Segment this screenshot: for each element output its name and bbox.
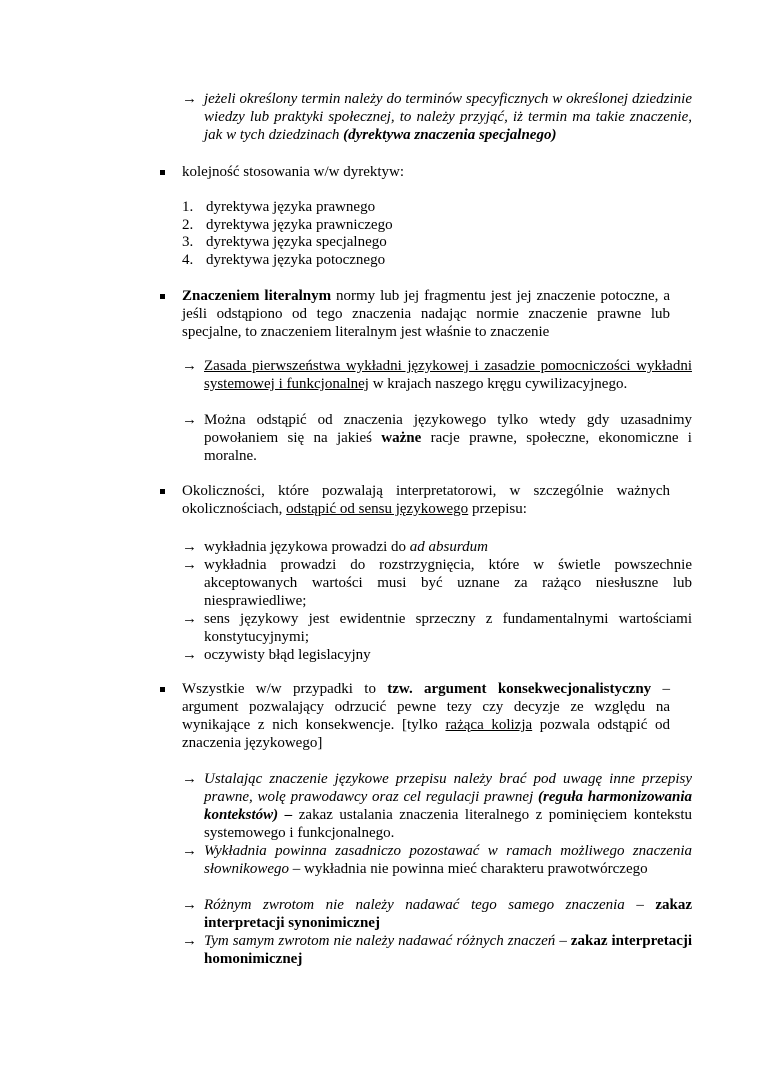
bullet-icon <box>160 687 165 692</box>
bullet-icon <box>160 294 165 299</box>
bullet-icon <box>160 170 165 175</box>
bullet-consequentialist: Wszystkie w/w przypadki to tzw. argument konsekwecjonalistyczny – argument pozwalający odrzucić pewne tezy czy decyzje ze względu na wynikające z nich konsekwencje. [tylko rażąca kolizja pozwala odstąpić od znaczenia językowego] <box>182 681 670 751</box>
arrow-item-legislative-error: → oczywisty błąd legislacyjny <box>182 647 371 663</box>
arrow-icon: → <box>182 647 197 663</box>
arrow-icon: → <box>182 557 197 573</box>
bullet-icon <box>160 489 165 494</box>
arrow-item-special-meaning <box>182 90 692 144</box>
arrow-icon: → <box>182 771 197 787</box>
arrow-item-dictionary: → Wykładnia powinna zasadniczo pozostawać w ramach możliwego znaczenia słownikowego – wykładnia nie powinna mieć charakteru prawotwórczego <box>182 843 692 877</box>
list-item: 3. dyrektywa języka specjalnego <box>182 234 387 250</box>
arrow-icon: → <box>182 933 197 949</box>
bold-term: Znaczeniem literalnym <box>182 288 332 304</box>
item-bold: (dyrektywa znaczenia specjalnego) <box>343 127 557 143</box>
list-item: 1. dyrektywa języka prawnego <box>182 199 376 215</box>
arrow-item-harmonization: → Ustalając znaczenie językowe przepisu należy brać pod uwagę inne przepisy prawne, wolę prawodawcy oraz cel regulacji prawnej (reguła harmonizowania kontekstów) – zakaz ustalania znaczenia literalnego z pominięciem kontekstu systemowego i funkcjonalnego. <box>182 771 692 841</box>
bullet-circumstances: Okoliczności, które pozwalają interpretatorowi, w szczególnie ważnych okolicznościach, odstąpić od sensu językowego przepisu: <box>182 483 670 517</box>
arrow-icon: → <box>182 539 197 555</box>
arrow-icon: → <box>182 412 197 428</box>
list-item: 4. dyrektywa języka potocznego <box>182 251 386 268</box>
arrow-item-absurdum: → wykładnia językowa prowadzi do ad absurdum <box>182 539 488 555</box>
arrow-item-synonymic: → Różnym zwrotom nie należy nadawać tego samego znaczenia – zakaz interpretacji synonimicznej <box>182 897 693 931</box>
arrow-icon: → <box>182 358 197 374</box>
bullet-literal-meaning: Znaczeniem literalnym normy lub jej fragmentu jest jej znaczenie potoczne, a jeśli odstąpiono od tego znaczenia nadając normie znaczenie prawne lub specjalne, to znaczeniem literalnym jest właśnie to znaczenie <box>182 288 670 340</box>
arrow-item-homonymic: → Tym samym zwrotom nie należy nadawać różnych znaczeń – zakaz interpretacji homonimicznej <box>182 933 693 967</box>
arrow-item-unjust: → wykładnia prowadzi do rozstrzygnięcia, które w świetle powszechnie akceptowanych wartości musi być uznane za rażąco niesłuszne lub niesprawiedliwe; <box>182 557 692 609</box>
arrow-icon: → <box>182 843 197 859</box>
list-item: 2. dyrektywa języka prawniczego <box>182 216 393 233</box>
arrow-item-deviation: → Można odstąpić od znaczenia językowego tylko wtedy gdy uzasadnimy powołaniem się na jakieś ważne racje prawne, społeczne, ekonomiczne i moralne. <box>182 412 692 464</box>
ordered-list <box>182 198 482 268</box>
arrow-icon: → <box>182 611 197 627</box>
arrow-item-primacy: → Zasada pierwszeństwa wykładni językowej i zasadzie pomocniczości wykładni systemowej i funkcjonalnej w krajach naszego kręgu cywilizacyjnego. <box>182 358 692 392</box>
bullet-order-text: kolejność stosowania w/w dyrektyw: <box>182 164 405 180</box>
arrow-icon: → <box>182 897 197 913</box>
arrow-icon: → <box>182 91 197 107</box>
item-text: jeżeli określony termin należy do terminów specyficznych w określonej dziedzinie wiedzy lub praktyki społecznej, to należy przyjąć, iż termin ma takie znaczenie, jak w tych dziedzinach <box>204 91 692 143</box>
arrow-item-contradictory: → sens językowy jest ewidentnie sprzeczny z fundamentalnymi wartościami konstytucyjnymi; <box>182 611 692 645</box>
